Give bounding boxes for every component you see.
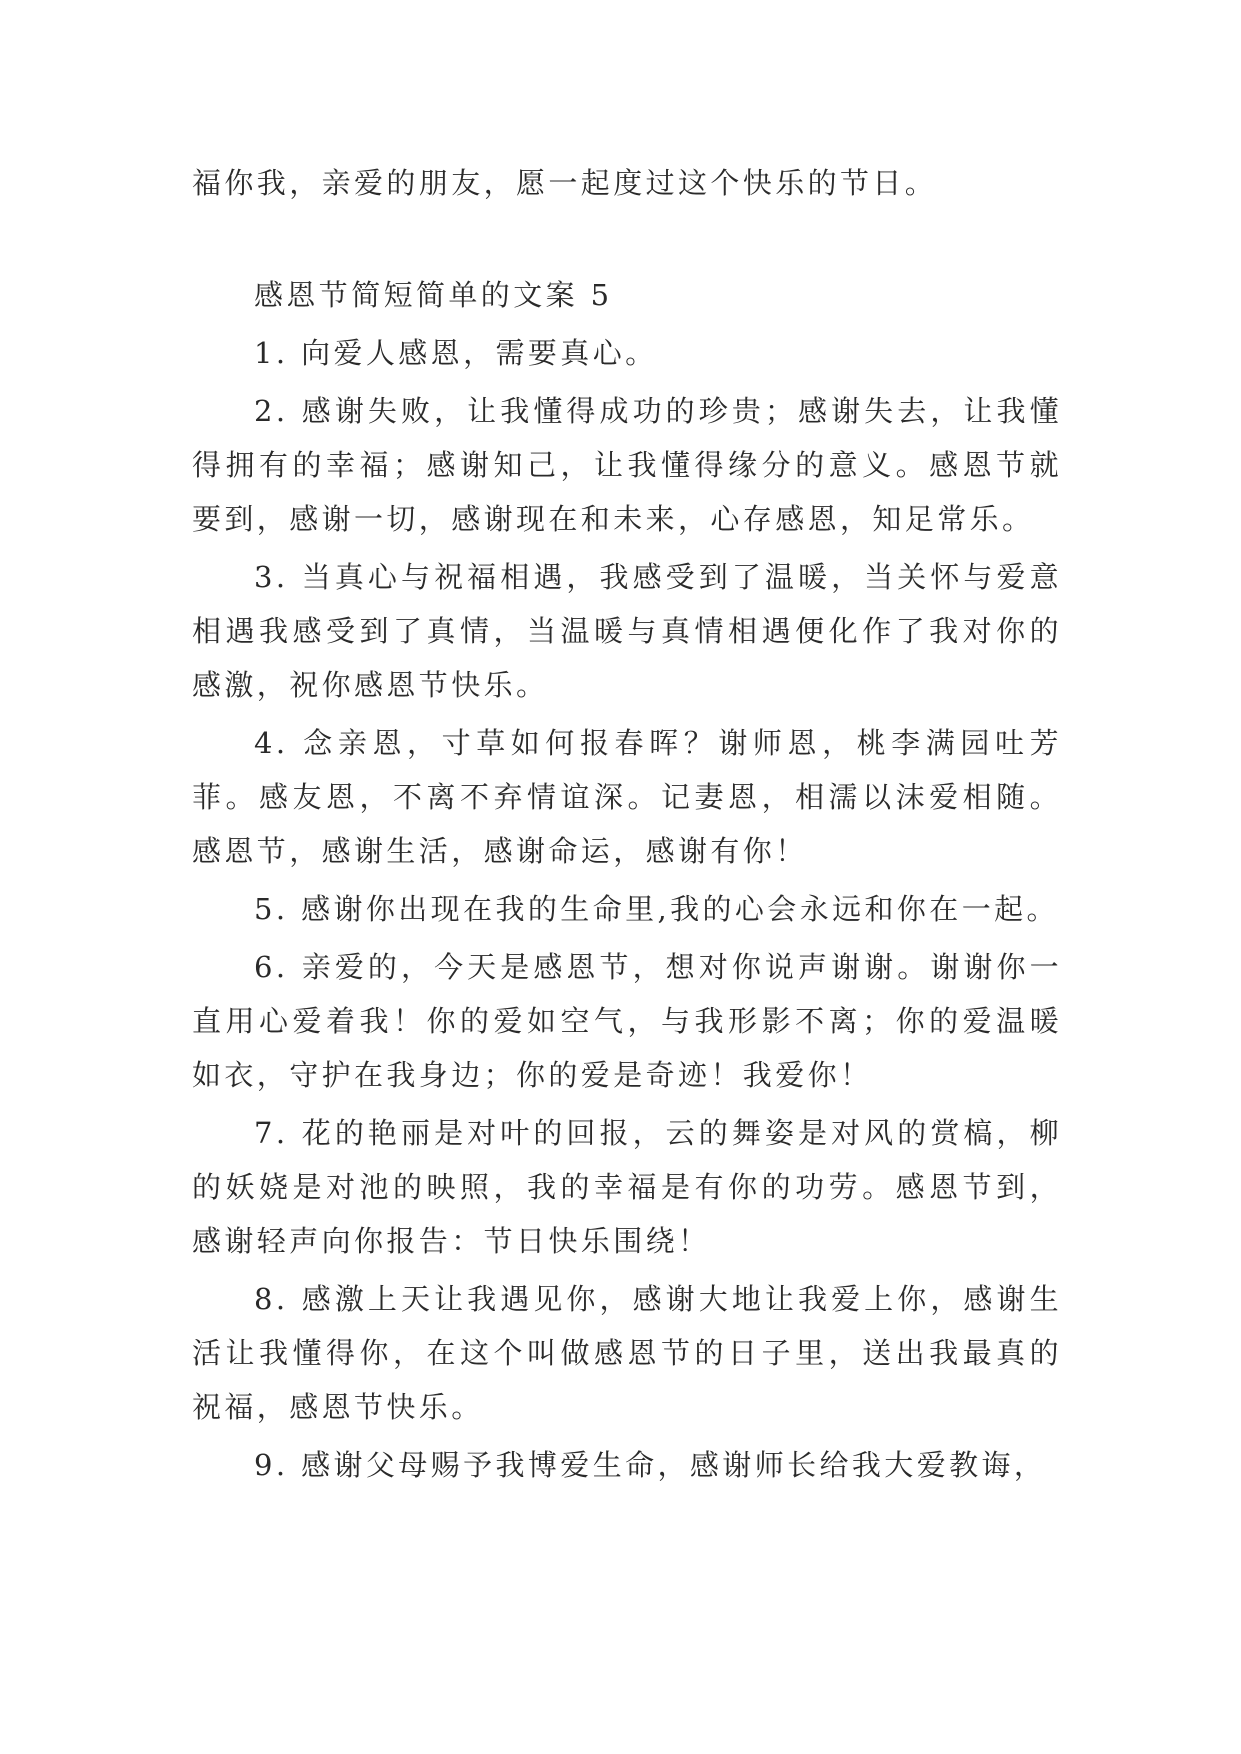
list-item: 9. 感谢父母赐予我博爱生命，感谢师长给我大爱教诲，	[254, 1448, 1047, 1482]
section-heading: 感恩节简短简单的文案 5	[254, 278, 613, 312]
document-body	[192, 156, 1062, 1496]
list-item: 8. 感激上天让我遇见你，感谢大地让我爱上你，感谢生活让我懂得你，在这个叫做感恩节的日子里，送出我最真的祝福，感恩节快乐。	[192, 1282, 1062, 1424]
list-item: 5. 感谢你出现在我的生命里,我的心会永远和你在一起。	[254, 892, 1059, 926]
list-item: 7. 花的艳丽是对叶的回报，云的舞姿是对风的赏槁，柳的妖娆是对池的映照，我的幸福是有你的功劳。感恩节到，感谢轻声向你报告：节日快乐围绕！	[192, 1116, 1062, 1258]
list-item: 3. 当真心与祝福相遇，我感受到了温暖，当关怀与爱意相遇我感受到了真情，当温暖与真情相遇便化作了我对你的感激，祝你感恩节快乐。	[192, 560, 1062, 702]
continuation-paragraph: 福你我，亲爱的朋友，愿一起度过这个快乐的节日。	[192, 166, 938, 200]
list-item: 2. 感谢失败，让我懂得成功的珍贵；感谢失去，让我懂得拥有的幸福；感谢知己，让我懂得缘分的意义。感恩节就要到，感谢一切，感谢现在和未来，心存感恩，知足常乐。	[192, 394, 1062, 536]
list-item: 1. 向爱人感恩，需要真心。	[254, 336, 658, 370]
list-item: 4. 念亲恩，寸草如何报春晖？谢师恩，桃李满园吐芳菲。感友恩，不离不弃情谊深。记妻恩，相濡以沫爱相随。感恩节，感谢生活，感谢命运，感谢有你！	[192, 726, 1062, 868]
list-item: 6. 亲爱的，今天是感恩节，想对你说声谢谢。谢谢你一直用心爱着我！你的爱如空气，与我形影不离；你的爱温暖如衣，守护在我身边；你的爱是奇迹！我爱你！	[192, 950, 1062, 1092]
